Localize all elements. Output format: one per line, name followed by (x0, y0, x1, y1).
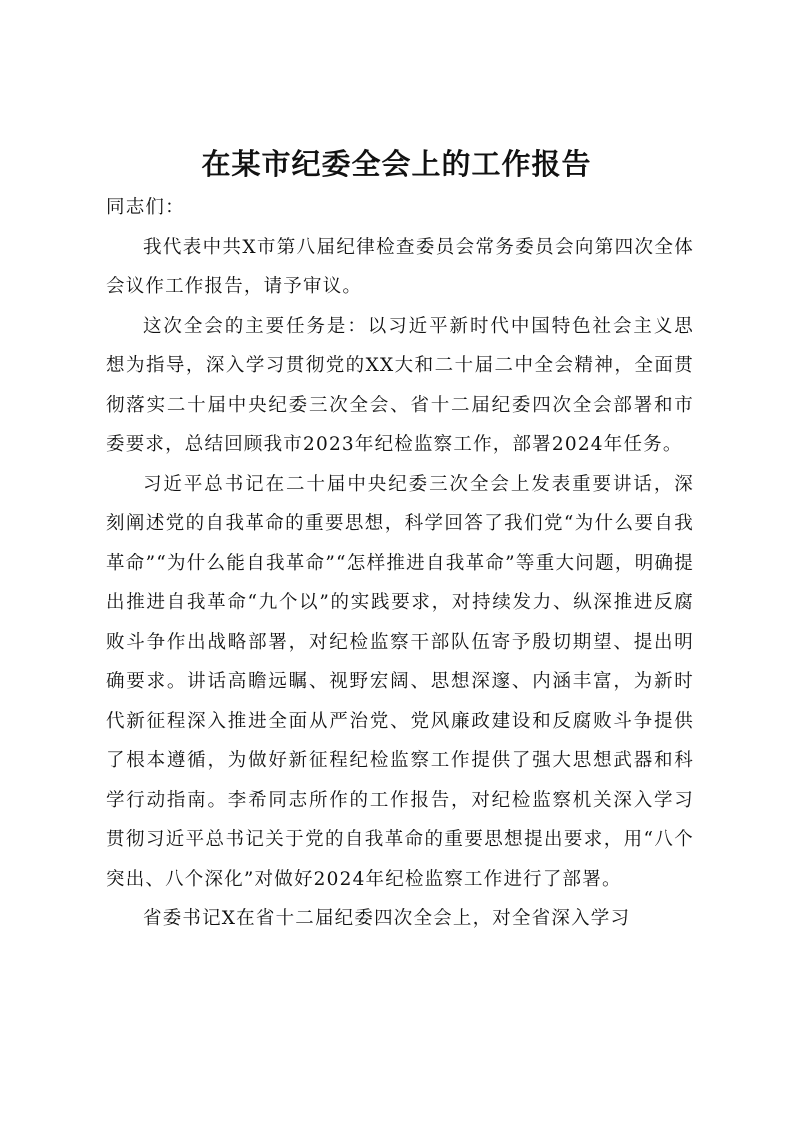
paragraph-3: 习近平总书记在二十届中央纪委三次全会上发表重要讲话，深刻阐述党的自我革命的重要思想，科学回答了我们党“为什么要自我革命”“为什么能自我革命”“怎样推进自我革命”等重大问题，明确提出推进自我革命“九个以”的实践要求，对持续发力、纵深推进反腐败斗争作出战略部署，对纪检监察干部队伍寄予殷切期望、提出明确要求。讲话高瞻远瞩、视野宏阔、思想深邃、内涵丰富，为新时代新征程深入推进全面从严治党、党风廉政建设和反腐败斗争提供了根本遵循，为做好新征程纪检监察工作提供了强大思想武器和科学行动指南。李希同志所作的工作报告，对纪检监察机关深入学习贯彻习近平总书记关于党的自我革命的重要思想提出要求，用“八个突出、八个深化”对做好2024年纪检监察工作进行了部署。 (106, 473, 694, 890)
document-body (106, 188, 694, 939)
salutation: 同志们： (106, 197, 185, 218)
paragraph-2: 这次全会的主要任务是：以习近平新时代中国特色社会主义思想为指导，深入学习贯彻党的XX大和二十届二中全会精神，全面贯彻落实二十届中央纪委三次全会、省十二届纪委四次全会部署和市委要求，总结回顾我市2023年纪检监察工作，部署2024年任务。 (106, 315, 694, 455)
document-title: 在某市纪委全会上的工作报告 (201, 147, 592, 181)
paragraph-4: 省委书记X在省十二届纪委四次全会上，对全省深入学习 (143, 908, 631, 929)
paragraph-1: 我代表中共X市第八届纪律检查委员会常务委员会向第四次全体会议作工作报告，请予审议。 (106, 236, 694, 297)
